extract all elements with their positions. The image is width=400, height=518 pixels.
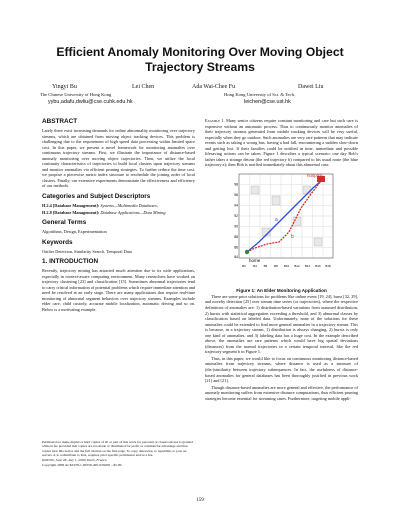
author-names [40, 84, 360, 92]
title-line-2: Trajectory Streams [145, 60, 255, 74]
copyright-footnote [42, 440, 195, 469]
body-paragraph-1: There are some prior solutions for problems like online event [19, 24], burst [32, 29], and novelty detection [25] over stream time series (or trajectories), where the respective definitions of anomalies are: 1) distribution-based variations from assumed distribution, 2) bursts with statistical aggregation exceeding a threshold, and 3) abnormal classes by classification based on labeled data. Unfortunately, none of the solutions for these anomalies could be extended to find more general anomalies in a trajectory stream. This is because, in a trajectory stream, 1) distribution is always changing, 2) bursts is only one kind of anomalies, and 3) labeling data has a huge cost. In the example described above, the anomalies are rare patterns which would have big spatial deviations (distances) from the normal trajectories in a certain temporal interval, like the red trajectory segment b in Figure 1. [205, 293, 358, 355]
x-tick: B10 [283, 263, 290, 268]
y-tick: 88 [234, 234, 238, 239]
trajectory-map-figure [229, 172, 335, 270]
author-2: Lei Chen [132, 84, 155, 90]
general-terms-heading: General Terms [42, 219, 87, 227]
left-column [42, 118, 195, 314]
body-paragraph-2: Thus, in this paper, we would like to focus on continuous monitoring distance-based anomalies from trajectory streams, where distance is used as a measure of (dis-)similarity between trajectory subsequences. In fact, the usefulness of distance-based anomalies for general databases has been thoroughly justified in previous work [21] and [21]. [205, 355, 358, 384]
body-paragraph-3: Though distance-based anomalies are more general and effective, the performance of anomaly monitoring suffers from extensive distance computations, thus efficient pruning strategies become essential for streaming cases. Furthermore, targeting mobile appli- [205, 384, 358, 401]
y-tick: 86 [234, 245, 238, 250]
categories-heading: Categories and Subject Descriptors [42, 193, 151, 201]
page-number: 159 [196, 498, 204, 503]
keywords-text: Outlier Detection, Similarity Search, Temporal Data [42, 248, 132, 254]
x-tick: B8 [274, 263, 278, 268]
footnote-copyright: Copyright 2009 ACM 978-1-60558-495-9/09/06 ...$5.00. [42, 463, 123, 468]
example-label: Example 1. [205, 118, 225, 123]
y-axis-ticks [234, 182, 238, 259]
footnote-permission: Permission to make digital or hard copies of all or part of this work for personal or classroom use is granted without fee provided that copies are not made or distributed for profit or commercial advantage and that copies bear this notice and the full citation on the first page. To copy otherwise, to republish, to post on servers or to redistribute to lists, requires prior specific permission and/or a fee. [42, 440, 193, 457]
author-3: Ada Wai-Chee Fu [192, 84, 236, 90]
x-tick: B16 [315, 263, 321, 268]
abstract-heading: ABSTRACT [42, 118, 78, 125]
home-label: home [249, 257, 261, 263]
category-desc-1: Systems—Multimedia Databases; [100, 203, 159, 209]
affiliation-2: Hong Kong University of Sci. & Tech. [224, 92, 296, 97]
x-tick: B12 [294, 263, 300, 268]
footnote-venue: KDD'09, June 28–July 1, 2009, Paris, France. [42, 458, 108, 463]
abstract-text: Lately there exist increasing demands for online abnormality monitoring over trajectory streams, which are obtained from moving object tracking devices. This problem is challenging due to the requirement of high speed data processing within limited space cost. In this paper, we present a novel framework for monitoring anomalies over continuous trajectory streams. First, we illustrate the importance of distance-based anomaly monitoring over moving object trajectories. Then, we utilize the local continuity characteristics of trajectories to build local clusters upon trajectory streams and monitor anomalies via efficient pruning strategies. To further reduce the time cost, we propose a piecewise metric index structure to reschedule the joining order of local clusters. Finally, our extensive experiments demonstrate the effectiveness and efficiency of our methods. [42, 128, 195, 189]
y-tick: 84 [234, 254, 238, 259]
email-1: yybu,adafu,dwliu@cse.cuhk.edu.hk [48, 99, 133, 105]
figure-caption: Figure 1: An Elder Monitoring Application [236, 287, 327, 293]
category-code-2: H.2.8 [Database Management]: [42, 209, 100, 215]
hospital-label: hospital [307, 172, 323, 178]
categories-line-2 [42, 210, 195, 216]
example-text: Many senior citizens require constant monitoring and care but such care is expensive without an automatic process. Thus to continuously monitor anomalies of their trajectory streams generated from mobile tracking devices will be very useful, especially when they go outdoor. Such anomalies are very rare patterns that may indicate events such as taking a wrong bus, having a bad fall, encountering a sudden slow-down and getting lost. If their families could be notified in time, immediate and possible lifesaving actions can be taken. Figure 1 describes a typical scenario: one day Bob's father takes a strange detour (the red trajectory b) compared to his usual route (the blue trajectory a); then Bob is notified immediately about this abnormal case. [205, 118, 358, 168]
x-tick: B18 [325, 263, 331, 268]
author-4: Dawei Liu [298, 84, 324, 90]
title-line-1: Efficient Anomaly Monitoring Over Moving Object [56, 45, 344, 59]
category-code-1: H.2.4 [Database Management]: [42, 203, 100, 209]
y-tick: 92 [234, 213, 238, 218]
keywords-heading: Keywords [42, 238, 73, 246]
y-tick: 96 [234, 192, 238, 197]
x-tick: B14 [304, 263, 311, 268]
category-desc-2: Database Applications—Data Mining [100, 209, 166, 215]
y-tick: 90 [234, 224, 238, 229]
example-paragraph [205, 118, 358, 168]
categories-line-1 [42, 203, 195, 209]
trajectory-b-label: b [291, 233, 294, 240]
affiliations [40, 92, 360, 99]
author-block [40, 84, 360, 105]
introduction-heading: 1. INTRODUCTION [42, 258, 99, 266]
home-icon [245, 250, 249, 254]
right-column [205, 118, 358, 402]
y-tick: 98 [234, 182, 238, 187]
x-tick: B4 [253, 263, 257, 268]
x-axis-ticks [242, 264, 331, 268]
general-terms-text: Algorithms, Design, Experimentation [42, 229, 107, 235]
affiliation-1: The Chinese University of Hong Kong [40, 92, 112, 97]
introduction-text: Recently, trajectory mining has attracted much attention due to its wide applications, especially in context-aware computing environment. Many researchers have worked on trajectory clustering [23] and classification [15]. Sometimes abnormal trajectories tend to carry critical information of potential problems which require immediate attention and need be resolved at an early stage. There are many applications that require real-time monitoring of abnormal segment behaviors over trajectory streams. Examples include elder care, child custody, accurate mobile localization, automatic driving and so on. Below is a motivating example. [42, 268, 195, 313]
y-tick: 94 [234, 203, 238, 208]
x-tick: B6 [263, 263, 268, 268]
paper-title [30, 45, 370, 75]
x-tick: B2 [242, 263, 246, 268]
figure-1 [205, 170, 358, 286]
email-2: leichen@cse.ust.hk [244, 99, 291, 105]
author-1: Yingyi Bu [52, 84, 77, 90]
trajectory-a-label: a [275, 216, 278, 223]
